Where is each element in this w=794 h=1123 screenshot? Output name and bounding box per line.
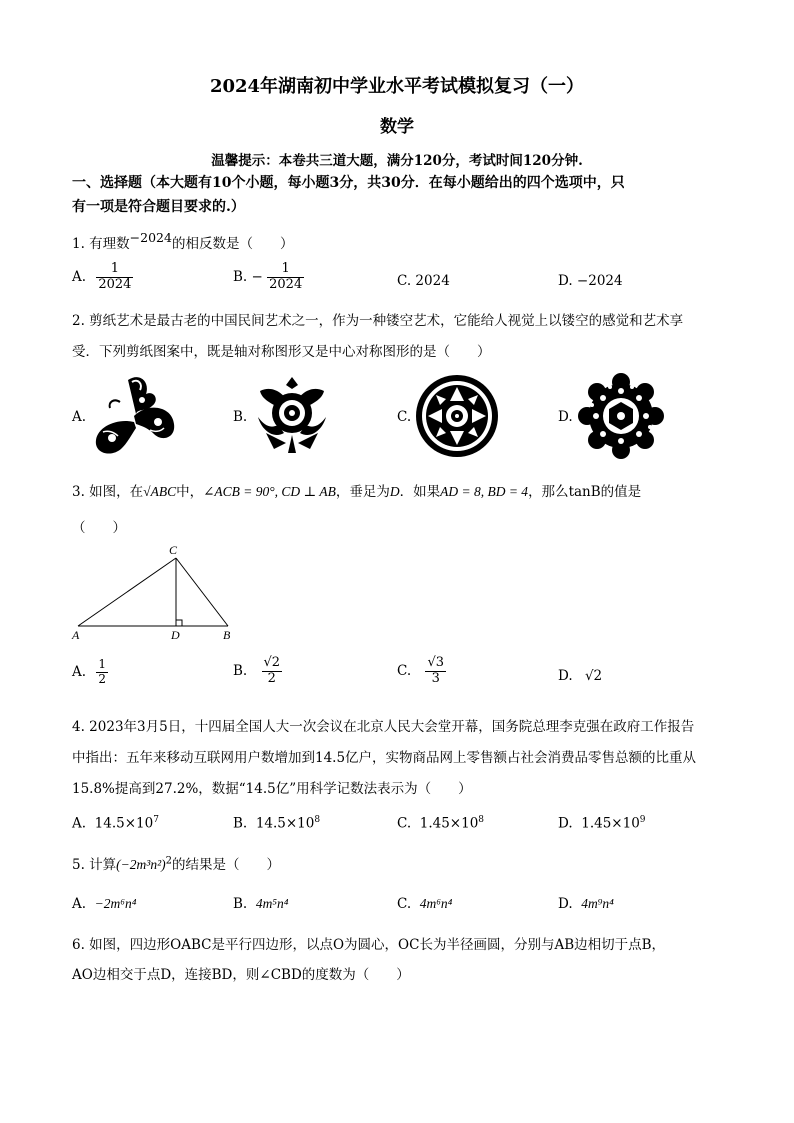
question-3-line2: （ ）: [72, 520, 126, 536]
question-6-line2: AO边相交于点D，连接BD，则∠CBD的度数为（ ）: [72, 967, 410, 983]
label-c: C: [169, 543, 178, 557]
q2-option-c[interactable]: C.: [397, 409, 412, 425]
q5-option-b[interactable]: B. 4m⁵n⁴: [233, 896, 289, 912]
butterfly-papercut-icon: [88, 372, 183, 458]
label-a: A: [72, 628, 80, 642]
question-6-line1: 6. 如图，四边形OABC是平行四边形，以点O为圆心，OC长为半径画圆，分别与AB边相切于点B，: [72, 937, 666, 953]
q4-option-a[interactable]: A. $14.5\times 10^7$: [72, 815, 159, 832]
q2-option-d[interactable]: D.: [558, 409, 573, 425]
q1-option-b[interactable]: B. − $\frac{1}{2024}$: [233, 261, 303, 292]
q2-option-a[interactable]: A.: [72, 409, 87, 425]
q5-option-a[interactable]: A. −2m⁶n⁴: [72, 896, 137, 912]
q1-option-a[interactable]: A. $\frac{1}{2024}$: [72, 261, 132, 292]
exam-title: 2024年湖南初中学业水平考试模拟复习（一）: [209, 76, 585, 97]
flower-papercut-icon: [252, 373, 332, 455]
label-b: B: [223, 628, 231, 642]
q1-option-c[interactable]: C. 2024: [397, 273, 450, 289]
label-d: D: [171, 628, 180, 642]
q4-option-b[interactable]: B. $14.5\times 10^8$: [233, 815, 321, 832]
section-heading-line1: 一、选择题（本大题有10个小题，每小题3分，共30分．在每小题给出的四个选项中，只: [72, 175, 625, 191]
question-2-line2: 受．下列剪纸图案中，既是轴对称图形又是中心对称图形的是（ ）: [72, 344, 491, 360]
question-1: 1. 有理数−2024的相反数是（ ）: [72, 230, 294, 252]
q4-option-c[interactable]: C. $1.45\times 10^8$: [397, 815, 485, 832]
q3-option-d[interactable]: D. √2: [558, 668, 603, 684]
q3-option-b[interactable]: B. $\frac{√2}{2}$: [233, 655, 281, 686]
question-4-line3: 15.8%提高到27.2%，数据“14.5亿”用科学记数法表示为（ ）: [72, 781, 472, 797]
q1-option-d[interactable]: D. −2024: [558, 273, 623, 289]
q2-option-b[interactable]: B.: [233, 409, 248, 425]
circular-papercut-icon: [414, 373, 500, 459]
question-4-line1: 4. 2023年3月5日，十四届全国人大一次会议在北京人民大会堂开幕，国务院总理李克强在政府工作报告: [72, 719, 695, 735]
exam-tip: 温馨提示：本卷共三道大题，满分120分，考试时间120分钟.: [211, 153, 583, 169]
section-heading-line2: 有一项是符合题目要求的.）: [72, 199, 245, 215]
side-cb: [176, 558, 228, 626]
question-4-line2: 中指出：五年来移动互联网用户数增加到14.5亿户，实物商品网上零售额占社会消费品零售总额的比重从: [72, 750, 697, 766]
question-2-line1: 2. 剪纸艺术是最古老的中国民间艺术之一，作为一种镂空艺术，它能给人视觉上以镂空的感觉和艺术享: [72, 313, 684, 329]
question-5: 5. 计算$(-2m^3n^2)^2$的结果是（ ）: [72, 855, 280, 873]
q4-option-d[interactable]: D. $1.45\times 10^9$: [558, 815, 646, 832]
q5-option-c[interactable]: C. 4m⁶n⁴: [397, 896, 453, 912]
q5-option-d[interactable]: D. 4m⁹n⁴: [558, 896, 614, 912]
q3-option-c[interactable]: C. $\frac{√3}{3}$: [397, 655, 444, 686]
subject-title: 数学: [380, 117, 414, 137]
right-angle-mark: [176, 620, 182, 626]
side-ac: [78, 558, 176, 626]
lotus-papercut-icon: [578, 373, 664, 459]
triangle-diagram: [68, 540, 248, 642]
q3-option-a[interactable]: A. $\frac{1}{2}$: [72, 657, 106, 686]
question-3-line1: 3. 如图，在√ABC中，∠ACB = 90°, CD ⊥ AB，垂足为D．如果AD = 8, BD = 4，那么tanB的值是: [72, 484, 642, 500]
